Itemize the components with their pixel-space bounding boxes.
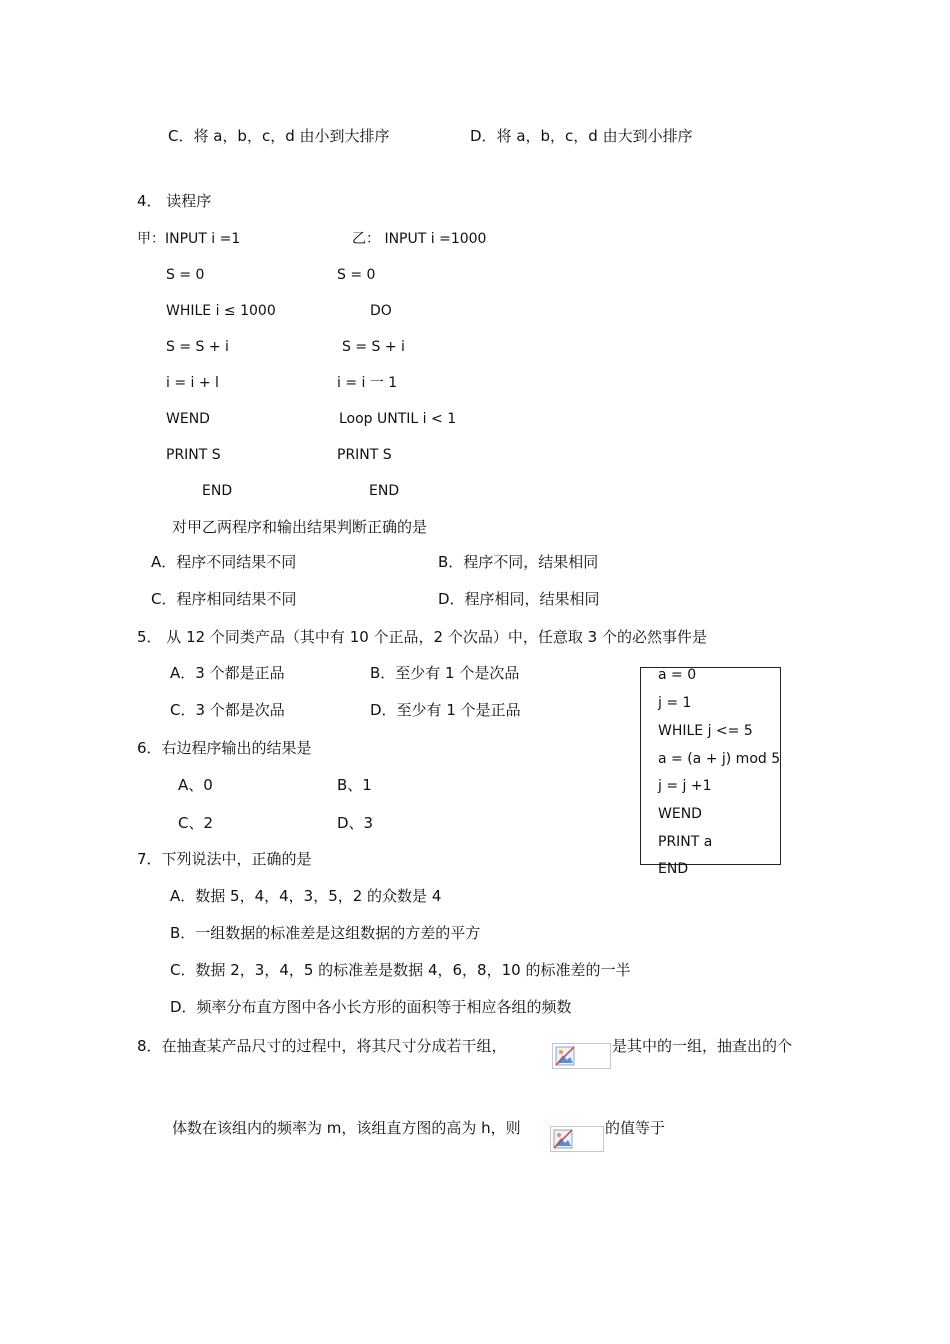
q6-program-line: a = (a + j) mod 5 <box>658 751 781 767</box>
q6-program-line: END <box>658 861 689 877</box>
q4-jia-line: END <box>202 483 233 499</box>
q4-jia-line: S = S + i <box>166 339 229 355</box>
q6-option-c: C、2 <box>178 814 214 832</box>
q5-option-b: B．至少有 1 个是次品 <box>370 664 520 682</box>
q8-stem-part-3: 体数在该组内的频率为 m，该组直方图的高为 h，则 <box>172 1119 521 1137</box>
q4-jia-line: i = i + l <box>166 375 219 391</box>
q4-yi-line: PRINT S <box>337 447 392 463</box>
q7-option-a: A．数据 5，4，4，3，5，2 的众数是 4 <box>170 887 442 905</box>
q7-option-c: C．数据 2，3，4，5 的标准差是数据 4，6，8，10 的标准差的一半 <box>170 961 631 979</box>
q4-option-d: D．程序相同，结果相同 <box>438 590 600 608</box>
q8-stem-part-2: 是其中的一组，抽查出的个 <box>612 1037 793 1055</box>
q4-yi-line: S = 0 <box>337 267 376 283</box>
q6-program-line: j = j +1 <box>658 778 712 794</box>
q5-option-c: C．3 个都是次品 <box>170 701 285 719</box>
q3-option-d: D．将 a，b，c，d 由大到小排序 <box>470 127 693 145</box>
q7-option-d: D．频率分布直方图中各小长方形的面积等于相应各组的频数 <box>170 998 572 1016</box>
q6-program-line: WEND <box>658 806 702 822</box>
q4-yi-line: DO <box>370 303 392 319</box>
q4-jia-line: S = 0 <box>166 267 205 283</box>
q5-stem: 5． 从 12 个同类产品（其中有 10 个正品，2 个次品）中，任意取 3 个的必然事件是 <box>137 628 707 646</box>
q6-option-a: A、0 <box>178 776 213 794</box>
broken-image-icon <box>550 1126 604 1152</box>
q4-yi-line: i = i 一 1 <box>337 375 398 391</box>
q3-option-c: C．将 a，b，c，d 由小到大排序 <box>168 127 390 145</box>
q5-option-a: A．3 个都是正品 <box>170 664 285 682</box>
q4-stem: 对甲乙两程序和输出结果判断正确的是 <box>172 518 428 536</box>
q6-program-line: PRINT a <box>658 834 713 850</box>
broken-image-icon <box>552 1043 611 1069</box>
q6-stem: 6．右边程序输出的结果是 <box>137 739 312 757</box>
q4-option-a: A．程序不同结果不同 <box>151 553 297 571</box>
q4-jia-line: PRINT S <box>166 447 221 463</box>
q7-option-b: B．一组数据的标准差是这组数据的方差的平方 <box>170 924 481 942</box>
q4-jia-line: WEND <box>166 411 210 427</box>
q4-option-b: B．程序不同，结果相同 <box>438 553 599 571</box>
q8-stem-part-4: 的值等于 <box>605 1119 666 1137</box>
q4-yi-line: Loop UNTIL i < 1 <box>339 411 457 427</box>
q4-title: 4． 读程序 <box>137 192 212 210</box>
q5-option-d: D．至少有 1 个是正品 <box>370 701 521 719</box>
q7-stem: 7．下列说法中，正确的是 <box>137 850 312 868</box>
q6-option-d: D、3 <box>337 814 374 832</box>
q4-option-c: C．程序相同结果不同 <box>151 590 297 608</box>
q6-program-line: a = 0 <box>658 667 697 683</box>
q6-program-line: WHILE j <= 5 <box>658 723 753 739</box>
q4-yi-line: END <box>369 483 400 499</box>
q8-stem-part-1: 8．在抽查某产品尺寸的过程中，将其尺寸分成若干组， <box>137 1037 507 1055</box>
q4-yi-header: 乙： INPUT i =1000 <box>352 231 487 247</box>
q4-yi-line: S = S + i <box>342 339 405 355</box>
q6-program-box <box>640 667 781 877</box>
q4-jia-header: 甲：INPUT i =1 <box>137 231 241 247</box>
q6-program-line: j = 1 <box>658 695 692 711</box>
q4-jia-line: WHILE i ≤ 1000 <box>166 303 276 319</box>
q6-option-b: B、1 <box>337 776 372 794</box>
